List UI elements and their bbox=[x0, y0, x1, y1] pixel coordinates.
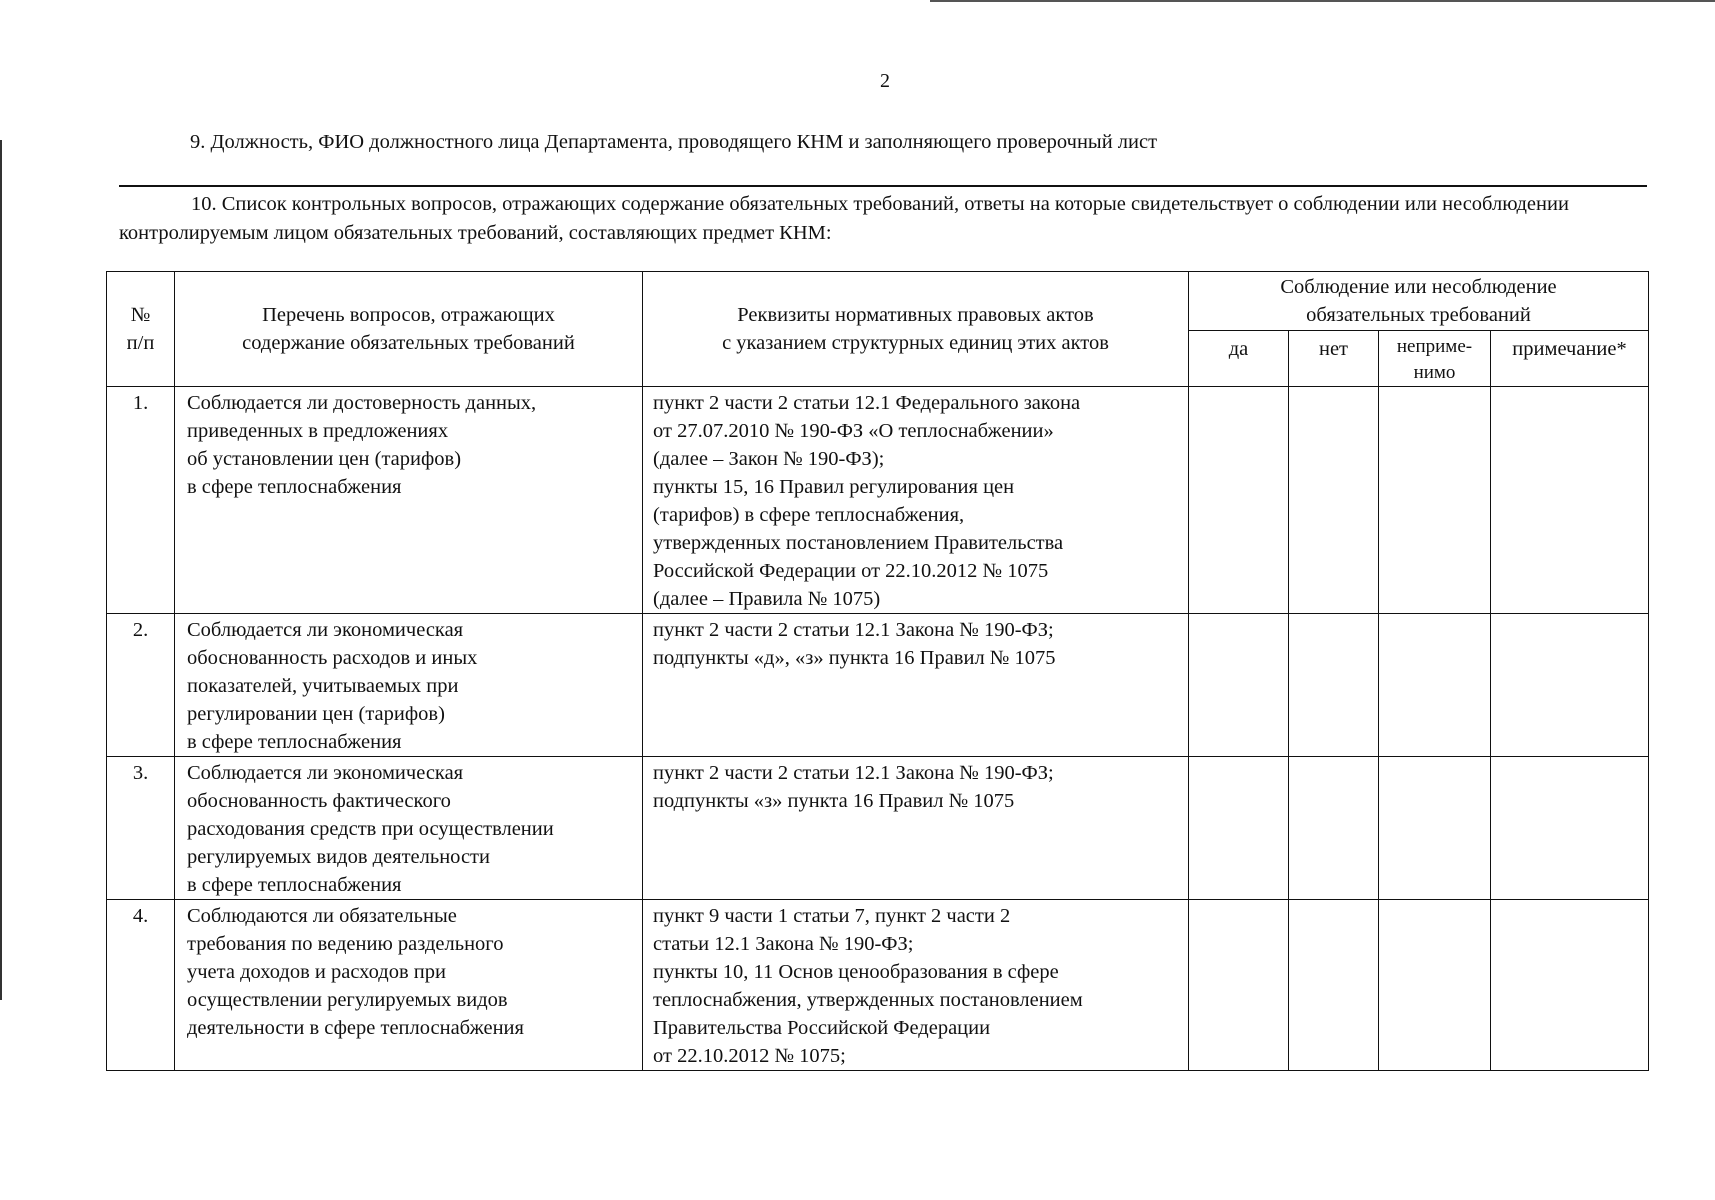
answer-yes-cell[interactable] bbox=[1189, 757, 1289, 900]
answer-not-applicable-cell[interactable] bbox=[1379, 900, 1491, 1071]
answer-not-applicable-cell[interactable] bbox=[1379, 387, 1491, 614]
header-yes: да bbox=[1189, 331, 1289, 387]
row-references: пункт 2 части 2 статьи 12.1 Закона № 190-ФЗ; подпункты «д», «з» пункта 16 Правил № 1075 bbox=[643, 614, 1189, 757]
row-question: Соблюдаются ли обязательные требования по ведению раздельного учета доходов и расходов при осуществлении регулируемых видов деятельности в сфере теплоснабжения bbox=[175, 900, 643, 1071]
page-number: 2 bbox=[880, 70, 890, 92]
answer-no-cell[interactable] bbox=[1289, 614, 1379, 757]
header-num: № п/п bbox=[107, 272, 175, 387]
table-row bbox=[107, 757, 1649, 900]
row-number: 4. bbox=[107, 900, 175, 1071]
note-cell[interactable] bbox=[1491, 757, 1649, 900]
answer-not-applicable-cell[interactable] bbox=[1379, 757, 1491, 900]
row-number: 1. bbox=[107, 387, 175, 614]
row-question: Соблюдается ли экономическая обоснованность расходов и иных показателей, учитываемых при регулировании цен (тарифов) в сфере теплоснабжения bbox=[175, 614, 643, 757]
table-row bbox=[107, 614, 1649, 757]
header-compliance: Соблюдение или несоблюдение обязательных требований bbox=[1189, 272, 1649, 331]
table-row bbox=[107, 900, 1649, 1071]
fill-in-line bbox=[119, 185, 1647, 187]
answer-yes-cell[interactable] bbox=[1189, 614, 1289, 757]
item-9-text: 9. Должность, ФИО должностного лица Департамента, проводящего КНМ и заполняющего проверочный лист bbox=[190, 131, 1158, 153]
row-number: 3. bbox=[107, 757, 175, 900]
row-question: Соблюдается ли экономическая обоснованность фактического расходования средств при осуществлении регулируемых видов деятельности в сфере теплоснабжения bbox=[175, 757, 643, 900]
header-note: примечание* bbox=[1491, 331, 1649, 387]
row-references: пункт 2 части 2 статьи 12.1 Федерального закона от 27.07.2010 № 190-ФЗ «О теплоснабжении» (далее – Закон № 190-ФЗ); пункты 15, 16 Правил регулирования цен (тарифов) в сфере теплоснабжения, утвержденных постановлением Правительства Российской Федерации от 22.10.2012 № 1075 (далее – Правила № 1075) bbox=[643, 387, 1189, 614]
scan-edge-top bbox=[930, 0, 1715, 2]
scan-edge-left bbox=[0, 140, 2, 1000]
answer-no-cell[interactable] bbox=[1289, 757, 1379, 900]
answer-yes-cell[interactable] bbox=[1189, 900, 1289, 1071]
note-cell[interactable] bbox=[1491, 900, 1649, 1071]
answer-no-cell[interactable] bbox=[1289, 387, 1379, 614]
table-row bbox=[107, 387, 1649, 614]
header-not-applicable: неприме- нимо bbox=[1379, 331, 1491, 387]
note-cell[interactable] bbox=[1491, 387, 1649, 614]
row-references: пункт 2 части 2 статьи 12.1 Закона № 190-ФЗ; подпункты «з» пункта 16 Правил № 1075 bbox=[643, 757, 1189, 900]
header-questions: Перечень вопросов, отражающих содержание обязательных требований bbox=[175, 272, 643, 387]
header-refs: Реквизиты нормативных правовых актов с указанием структурных единиц этих актов bbox=[643, 272, 1189, 387]
answer-no-cell[interactable] bbox=[1289, 900, 1379, 1071]
note-cell[interactable] bbox=[1491, 614, 1649, 757]
requirements-table bbox=[106, 271, 1649, 1071]
table-header bbox=[107, 272, 1649, 387]
answer-yes-cell[interactable] bbox=[1189, 387, 1289, 614]
header-no: нет bbox=[1289, 331, 1379, 387]
row-references: пункт 9 части 1 статьи 7, пункт 2 части 2 статьи 12.1 Закона № 190-ФЗ; пункты 10, 11 Основ ценообразования в сфере теплоснабжения, утвержденных постановлением Правительства Российской Федерации от 22.10.2012 № 1075; bbox=[643, 900, 1189, 1071]
answer-not-applicable-cell[interactable] bbox=[1379, 614, 1491, 757]
row-number: 2. bbox=[107, 614, 175, 757]
row-question: Соблюдается ли достоверность данных, приведенных в предложениях об установлении цен (тарифов) в сфере теплоснабжения bbox=[175, 387, 643, 614]
item-10-text: 10. Список контрольных вопросов, отражающих содержание обязательных требований, ответы на которые свидетельствует о соблюдении или несоблюдении контролируемым лицом обязательных требований, составляющих предмет КНМ: bbox=[119, 193, 1569, 244]
